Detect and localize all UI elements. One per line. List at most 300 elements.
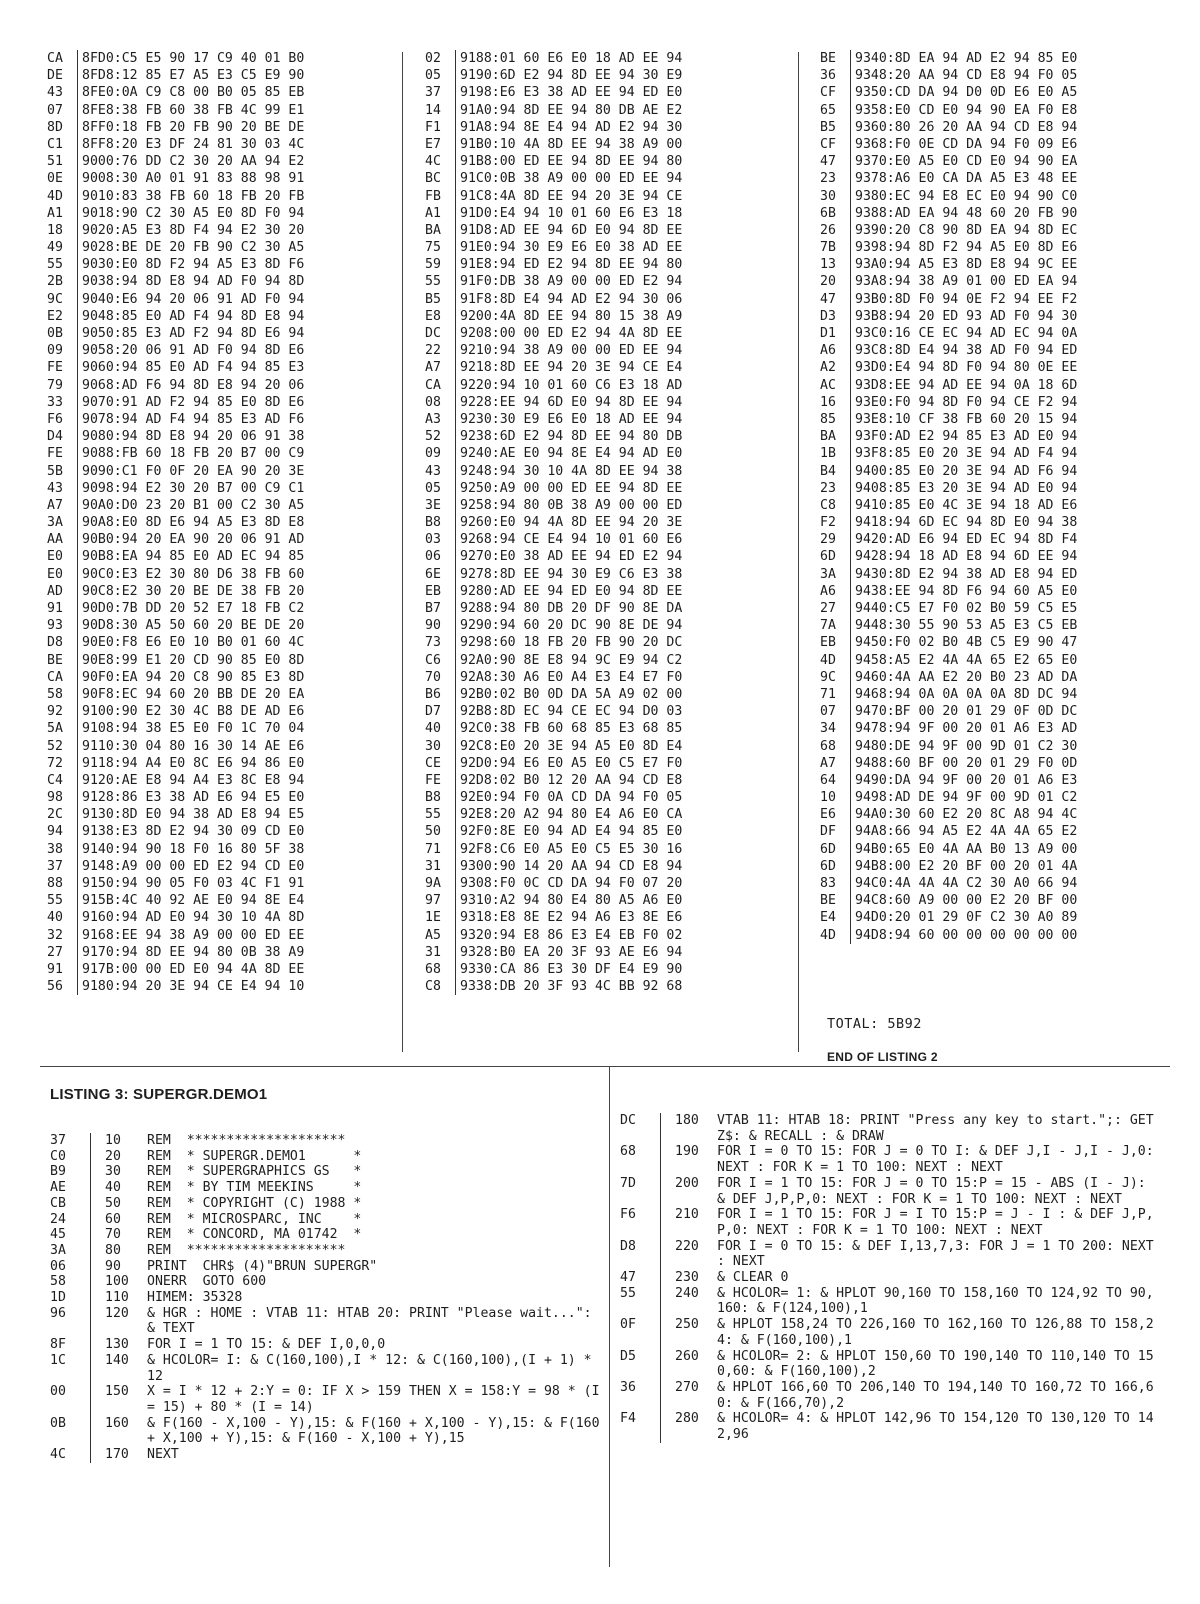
hex-row [47,978,387,995]
checksum-rule [90,1290,91,1306]
checksum-rule [77,531,78,548]
hex-row [425,772,755,789]
hex-row [47,669,387,686]
hex-row [820,909,1160,926]
hex-row [425,325,755,342]
checksum-rule [850,445,851,462]
row-checksum: 0B [47,326,63,341]
hex-row [47,308,387,325]
basic-listing-left [50,1133,608,1463]
hex-bytes: 9460:4A AA E2 20 B0 23 AD DA [855,669,1078,685]
hex-row [47,205,387,222]
checksum-rule [77,755,78,772]
row-checksum: BE [820,51,836,66]
hex-bytes: 9270:E0 38 AD EE 94 ED E2 94 [460,549,683,565]
checksum-rule [455,806,456,823]
checksum-rule [660,1239,661,1270]
hex-row [425,153,755,170]
row-checksum: 90 [425,618,441,634]
hex-row [820,239,1160,256]
hex-column-2 [425,50,755,995]
hex-row [820,652,1160,669]
line-checksum: 3A [50,1242,66,1258]
hex-column-1 [47,50,387,995]
basic-line [620,1286,1160,1317]
hex-row [820,669,1160,686]
hex-bytes: 9160:94 AD E0 94 30 10 4A 8D [82,910,305,926]
hex-row [47,566,387,583]
basic-line [620,1380,1160,1411]
hex-row [47,411,387,428]
line-number: 140 [105,1352,129,1368]
hex-bytes: 9310:A2 94 80 E4 80 A5 A6 E0 [460,893,683,909]
row-checksum: B8 [425,515,441,531]
checksum-rule [850,806,851,823]
row-checksum: BC [425,171,441,187]
hex-row [425,480,755,497]
checksum-rule [455,359,456,376]
checksum-rule [77,858,78,875]
checksum-rule [455,67,456,84]
basic-code: REM ******************** [147,1242,346,1258]
row-checksum: 23 [820,480,836,496]
hex-bytes: 92C8:E0 20 3E 94 A5 E0 8D E4 [460,738,683,754]
listing3-column-divider [609,1067,610,1567]
hex-bytes: 9208:00 00 ED E2 94 4A 8D EE [460,326,683,341]
hex-row [425,497,755,514]
hex-bytes: 91C8:4A 8D EE 94 20 3E 94 CE [460,188,683,204]
basic-line [620,1113,1160,1144]
row-checksum: E7 [425,136,441,152]
row-checksum: FE [47,446,63,462]
hex-row [425,205,755,222]
hex-bytes: 90A8:E0 8D E6 94 A5 E3 8D E8 [82,515,305,531]
row-checksum: F2 [820,515,836,531]
hex-row [425,222,755,239]
checksum-rule [90,1416,91,1447]
hex-bytes: 93A0:94 A5 E3 8D E8 94 9C EE [855,257,1078,273]
hex-row [425,291,755,308]
row-checksum: CA [47,51,63,66]
row-checksum: 88 [47,876,63,891]
hex-bytes: 9190:6D E2 94 8D EE 94 30 E9 [460,68,683,84]
hex-row [425,445,755,462]
basic-line [50,1212,605,1228]
hex-bytes: 9218:8D EE 94 20 3E 94 CE E4 [460,360,683,376]
hex-row [47,50,387,67]
row-checksum: 7B [820,240,836,256]
checksum-rule [77,927,78,944]
hex-row [47,497,387,514]
row-checksum: 68 [820,738,836,754]
row-checksum: 5B [47,463,63,479]
hex-bytes: 9418:94 6D EC 94 8D E0 94 38 [855,515,1078,531]
row-checksum: 2B [47,274,63,290]
hex-bytes: 9368:F0 0E CD DA 94 F0 09 E6 [855,136,1078,152]
checksum-rule [77,102,78,119]
checksum-rule [850,205,851,222]
line-checksum: 36 [620,1379,636,1395]
hex-bytes: 917B:00 00 ED E0 94 4A 8D EE [82,961,305,977]
hex-bytes: 92A0:90 8E E8 94 9C E9 94 C2 [460,652,683,668]
hex-row [425,738,755,755]
checksum-rule [90,1337,91,1353]
row-checksum: C1 [47,136,63,152]
row-checksum: 4D [47,188,63,204]
checksum-rule [850,789,851,806]
hex-row [425,463,755,480]
hex-row [47,703,387,720]
checksum-rule [455,153,456,170]
checksum-rule [455,273,456,290]
checksum-rule [77,359,78,376]
hex-row [820,738,1160,755]
checksum-rule [455,583,456,600]
hex-bytes: 9400:85 E0 20 3E 94 AD F6 94 [855,463,1078,479]
section-divider [40,1066,1170,1067]
hex-bytes: 92F8:C6 E0 A5 E0 C5 E5 30 16 [460,841,683,857]
hex-row [47,239,387,256]
row-checksum: B6 [425,686,441,702]
hex-bytes: 90F0:EA 94 20 C8 90 85 E3 8D [82,669,305,685]
hex-row [47,394,387,411]
hex-row [425,428,755,445]
hex-bytes: 91F8:8D E4 94 AD E2 94 30 06 [460,291,683,307]
line-number: 80 [105,1242,121,1258]
line-checksum: 68 [620,1144,636,1160]
hex-row [425,617,755,634]
line-number: 200 [675,1175,699,1191]
hex-row [425,394,755,411]
row-checksum: 71 [820,686,836,702]
row-checksum: CA [47,669,63,685]
hex-row [47,961,387,978]
checksum-rule [90,1180,91,1196]
hex-bytes: 8FF0:18 FB 20 FB 90 20 BE DE [82,119,305,135]
checksum-rule [850,892,851,909]
hex-row [47,84,387,101]
basic-line [620,1317,1160,1348]
row-checksum: 56 [47,979,63,995]
hex-bytes: 9278:8D EE 94 30 E9 C6 E3 38 [460,566,683,582]
checksum-rule [455,463,456,480]
hex-row [425,978,755,995]
hex-bytes: 90D0:7B DD 20 52 E7 18 FB C2 [82,601,305,616]
checksum-rule [850,823,851,840]
row-checksum: 92 [47,704,63,720]
row-checksum: 6D [820,841,836,857]
hex-bytes: 92B0:02 B0 0D DA 5A A9 02 00 [460,686,683,702]
hex-bytes: 9380:EC 94 E8 EC E0 94 90 C0 [855,188,1078,204]
row-checksum: FB [425,188,441,204]
checksum-rule [850,548,851,565]
hex-bytes: 9498:AD DE 94 9F 00 9D 01 C2 [855,790,1078,806]
checksum-rule [660,1113,661,1144]
hex-row [47,170,387,187]
hex-row [47,600,387,617]
checksum-rule [850,686,851,703]
hex-row [425,239,755,256]
row-checksum: 6D [820,858,836,874]
row-checksum: 05 [425,68,441,84]
row-checksum: 27 [820,601,836,616]
hex-bytes: 9290:94 60 20 DC 90 8E DE 94 [460,618,683,634]
checksum-rule [455,789,456,806]
checksum-rule [77,291,78,308]
checksum-rule [455,617,456,634]
hex-bytes: 94B0:65 E0 4A AA B0 13 A9 00 [855,841,1078,857]
hex-bytes: 9338:DB 20 3F 93 4C BB 92 68 [460,979,683,995]
hex-bytes: 92D0:94 E6 E0 A5 E0 C5 E7 F0 [460,755,683,771]
hex-bytes: 9480:DE 94 9F 00 9D 01 C2 30 [855,738,1078,754]
checksum-rule [77,823,78,840]
hex-row [47,806,387,823]
hex-row [47,377,387,394]
hex-row [47,823,387,840]
hex-bytes: 8FF8:20 E3 DF 24 81 30 03 4C [82,136,305,152]
hex-row [820,583,1160,600]
basic-code: X = I * 12 + 2:Y = 0: IF X > 159 THEN X = 158:Y = 98 * (I = 15) + 80 * (I = 14) [147,1384,608,1415]
row-checksum: 0E [47,171,63,187]
row-checksum: 83 [820,876,836,891]
row-checksum: 14 [425,102,441,118]
checksum-rule [850,411,851,428]
row-checksum: 3E [425,497,441,513]
hex-row [425,548,755,565]
hex-row [820,359,1160,376]
row-checksum: 6B [820,205,836,221]
checksum-rule [455,738,456,755]
row-checksum: 09 [425,446,441,462]
hex-row [425,669,755,686]
line-checksum: 7D [620,1175,636,1191]
hex-bytes: 9448:30 55 90 53 A5 E3 C5 EB [855,618,1078,634]
hex-row [425,652,755,669]
row-checksum: F1 [425,119,441,135]
hex-row [425,583,755,600]
checksum-rule [455,222,456,239]
hex-bytes: 90E8:99 E1 20 CD 90 85 E0 8D [82,652,305,668]
hex-row [820,772,1160,789]
checksum-rule [455,291,456,308]
row-checksum: 40 [425,721,441,737]
checksum-rule [455,480,456,497]
hex-row [820,205,1160,222]
hex-bytes: 90F8:EC 94 60 20 BB DE 20 EA [82,686,305,702]
hex-bytes: 9478:94 9F 00 20 01 A6 E3 AD [855,721,1078,737]
hex-bytes: 94C0:4A 4A 4A C2 30 A0 66 94 [855,876,1078,891]
hex-row [425,308,755,325]
hex-bytes: 9058:20 06 91 AD F0 94 8D E6 [82,343,305,359]
hex-row [425,841,755,858]
hex-row [820,394,1160,411]
line-number: 180 [675,1113,699,1128]
checksum-rule [455,514,456,531]
checksum-rule [455,531,456,548]
hex-bytes: 9258:94 80 0B 38 A9 00 00 ED [460,497,683,513]
row-checksum: E0 [47,566,63,582]
checksum-rule [77,377,78,394]
row-checksum: D3 [820,308,836,324]
checksum-rule [455,892,456,909]
checksum-rule [90,1306,91,1337]
hex-bytes: 9148:A9 00 00 ED E2 94 CD E0 [82,858,305,874]
hex-bytes: 9370:E0 A5 E0 CD E0 94 90 EA [855,154,1078,170]
row-checksum: 47 [820,154,836,170]
checksum-rule [455,445,456,462]
checksum-rule [455,669,456,686]
hex-bytes: 94D8:94 60 00 00 00 00 00 00 [855,927,1078,943]
hex-bytes: 9020:A5 E3 8D F4 94 E2 30 20 [82,222,305,238]
hex-bytes: 9068:AD F6 94 8D E8 94 20 06 [82,377,305,393]
line-number: 130 [105,1337,129,1353]
row-checksum: 75 [425,240,441,256]
checksum-rule [77,84,78,101]
checksum-rule [850,531,851,548]
hex-bytes: 90B8:EA 94 85 E0 AD EC 94 85 [82,549,305,565]
checksum-rule [90,1259,91,1275]
line-number: 90 [105,1258,121,1274]
checksum-rule [90,1227,91,1243]
basic-code: & HPLOT 158,24 TO 226,160 TO 162,160 TO 126,88 TO 158,24: & F(160,100),1 [717,1317,1154,1348]
hex-row [47,256,387,273]
row-checksum: 71 [425,841,441,857]
basic-line [620,1411,1160,1442]
hex-row [425,273,755,290]
checksum-rule [850,720,851,737]
checksum-rule [77,944,78,961]
basic-code: REM * MICROSPARC, INC * [147,1211,362,1227]
checksum-rule [77,463,78,480]
checksum-rule [850,84,851,101]
row-checksum: 34 [820,721,836,737]
line-checksum: 58 [50,1274,66,1290]
basic-line [50,1180,605,1196]
line-checksum: D5 [620,1348,636,1364]
line-checksum: DC [620,1113,636,1128]
hex-bytes: 8FD8:12 85 E7 A5 E3 C5 E9 90 [82,68,305,84]
hex-row [820,428,1160,445]
hex-bytes: 8FE8:38 FB 60 38 FB 4C 99 E1 [82,102,305,118]
hex-row [425,531,755,548]
checksum-rule [850,273,851,290]
row-checksum: C8 [425,979,441,995]
checksum-rule [77,411,78,428]
checksum-rule [77,892,78,909]
row-checksum: 4C [425,154,441,170]
hex-bytes: 9450:F0 02 B0 4B C5 E9 90 47 [855,635,1078,651]
hex-row [425,188,755,205]
checksum-rule [77,566,78,583]
checksum-rule [90,1212,91,1228]
hex-row [820,291,1160,308]
row-checksum: 7A [820,618,836,634]
row-checksum: 18 [47,222,63,238]
line-number: 150 [105,1384,129,1400]
column-divider-1 [402,52,403,1052]
hex-row [820,188,1160,205]
hex-bytes: 93A8:94 38 A9 01 00 ED EA 94 [855,274,1078,290]
hex-row [425,755,755,772]
checksum-rule [90,1133,91,1149]
checksum-rule [850,617,851,634]
hex-bytes: 9040:E6 94 20 06 91 AD F0 94 [82,291,305,307]
basic-code: FOR I = 0 TO 15: & DEF I,13,7,3: FOR J = 1 TO 200: NEXT : NEXT [717,1238,1162,1270]
hex-row [820,806,1160,823]
hex-bytes: 9458:A5 E2 4A 4A 65 E2 65 E0 [855,652,1078,668]
hex-bytes: 9420:AD E6 94 ED EC 94 8D F4 [855,532,1078,548]
row-checksum: 2C [47,807,63,823]
row-checksum: 55 [425,274,441,290]
checksum-rule [77,686,78,703]
hex-row [425,67,755,84]
checksum-rule [455,652,456,669]
checksum-rule [77,875,78,892]
hex-bytes: 9328:B0 EA 20 3F 93 AE E6 94 [460,944,683,960]
row-checksum: C6 [425,652,441,668]
end-of-listing-label: END OF LISTING 2 [827,1050,938,1064]
basic-line [620,1176,1160,1207]
row-checksum: 02 [425,51,441,66]
hex-row [425,411,755,428]
row-checksum: A1 [425,205,441,221]
hex-bytes: 9238:6D E2 94 8D EE 94 80 DB [460,429,683,445]
hex-row [47,480,387,497]
line-number: 170 [105,1447,129,1463]
row-checksum: E4 [820,910,836,926]
basic-code: & HCOLOR= 2: & HPLOT 150,60 TO 190,140 TO 110,140 TO 150,60: & F(160,100),2 [717,1348,1154,1380]
hex-row [47,720,387,737]
basic-line [50,1384,608,1415]
checksum-rule [850,858,851,875]
hex-row [47,291,387,308]
hex-bytes: 9360:80 26 20 AA 94 CD E8 94 [855,119,1078,135]
hex-row [47,188,387,205]
basic-line [50,1164,605,1180]
hex-row [820,308,1160,325]
basic-code: FOR I = 0 TO 15: FOR J = 0 TO I: & DEF J,I - J,I - J,0: NEXT : FOR K = 1 TO 100: NEXT : NEXT [717,1144,1162,1176]
hex-bytes: 91C0:0B 38 A9 00 00 ED EE 94 [460,171,683,187]
hex-bytes: 91E8:94 ED E2 94 8D EE 94 80 [460,257,683,273]
basic-code: VTAB 11: HTAB 18: PRINT "Press any key to start.";: GET Z$: & RECALL : & DRAW [717,1113,1162,1144]
row-checksum: 10 [820,790,836,806]
row-checksum: 97 [425,893,441,909]
hex-row [820,222,1160,239]
line-number: 110 [105,1290,129,1306]
hex-bytes: 9488:60 BF 00 20 01 29 F0 0D [855,755,1078,771]
checksum-rule [77,153,78,170]
hex-bytes: 9288:94 80 DB 20 DF 90 8E DA [460,601,683,616]
hex-bytes: 915B:4C 40 92 AE E0 94 8E E4 [82,893,305,909]
hex-row [820,153,1160,170]
line-checksum: F6 [620,1207,636,1223]
hex-bytes: 9038:94 8D E8 94 AD F0 94 8D [82,274,305,290]
hex-row [820,892,1160,909]
line-checksum: 55 [620,1285,636,1301]
hex-row [47,892,387,909]
checksum-rule [850,50,851,67]
line-number: 240 [675,1285,699,1301]
checksum-rule [90,1384,91,1415]
hex-bytes: 92B8:8D EC 94 CE EC 94 D0 03 [460,704,683,720]
checksum-rule [77,772,78,789]
checksum-rule [455,961,456,978]
row-checksum: DF [820,824,836,840]
checksum-rule [850,222,851,239]
checksum-rule [850,669,851,686]
hex-bytes: 9428:94 18 AD E8 94 6D EE 94 [855,549,1078,565]
hex-row [425,909,755,926]
